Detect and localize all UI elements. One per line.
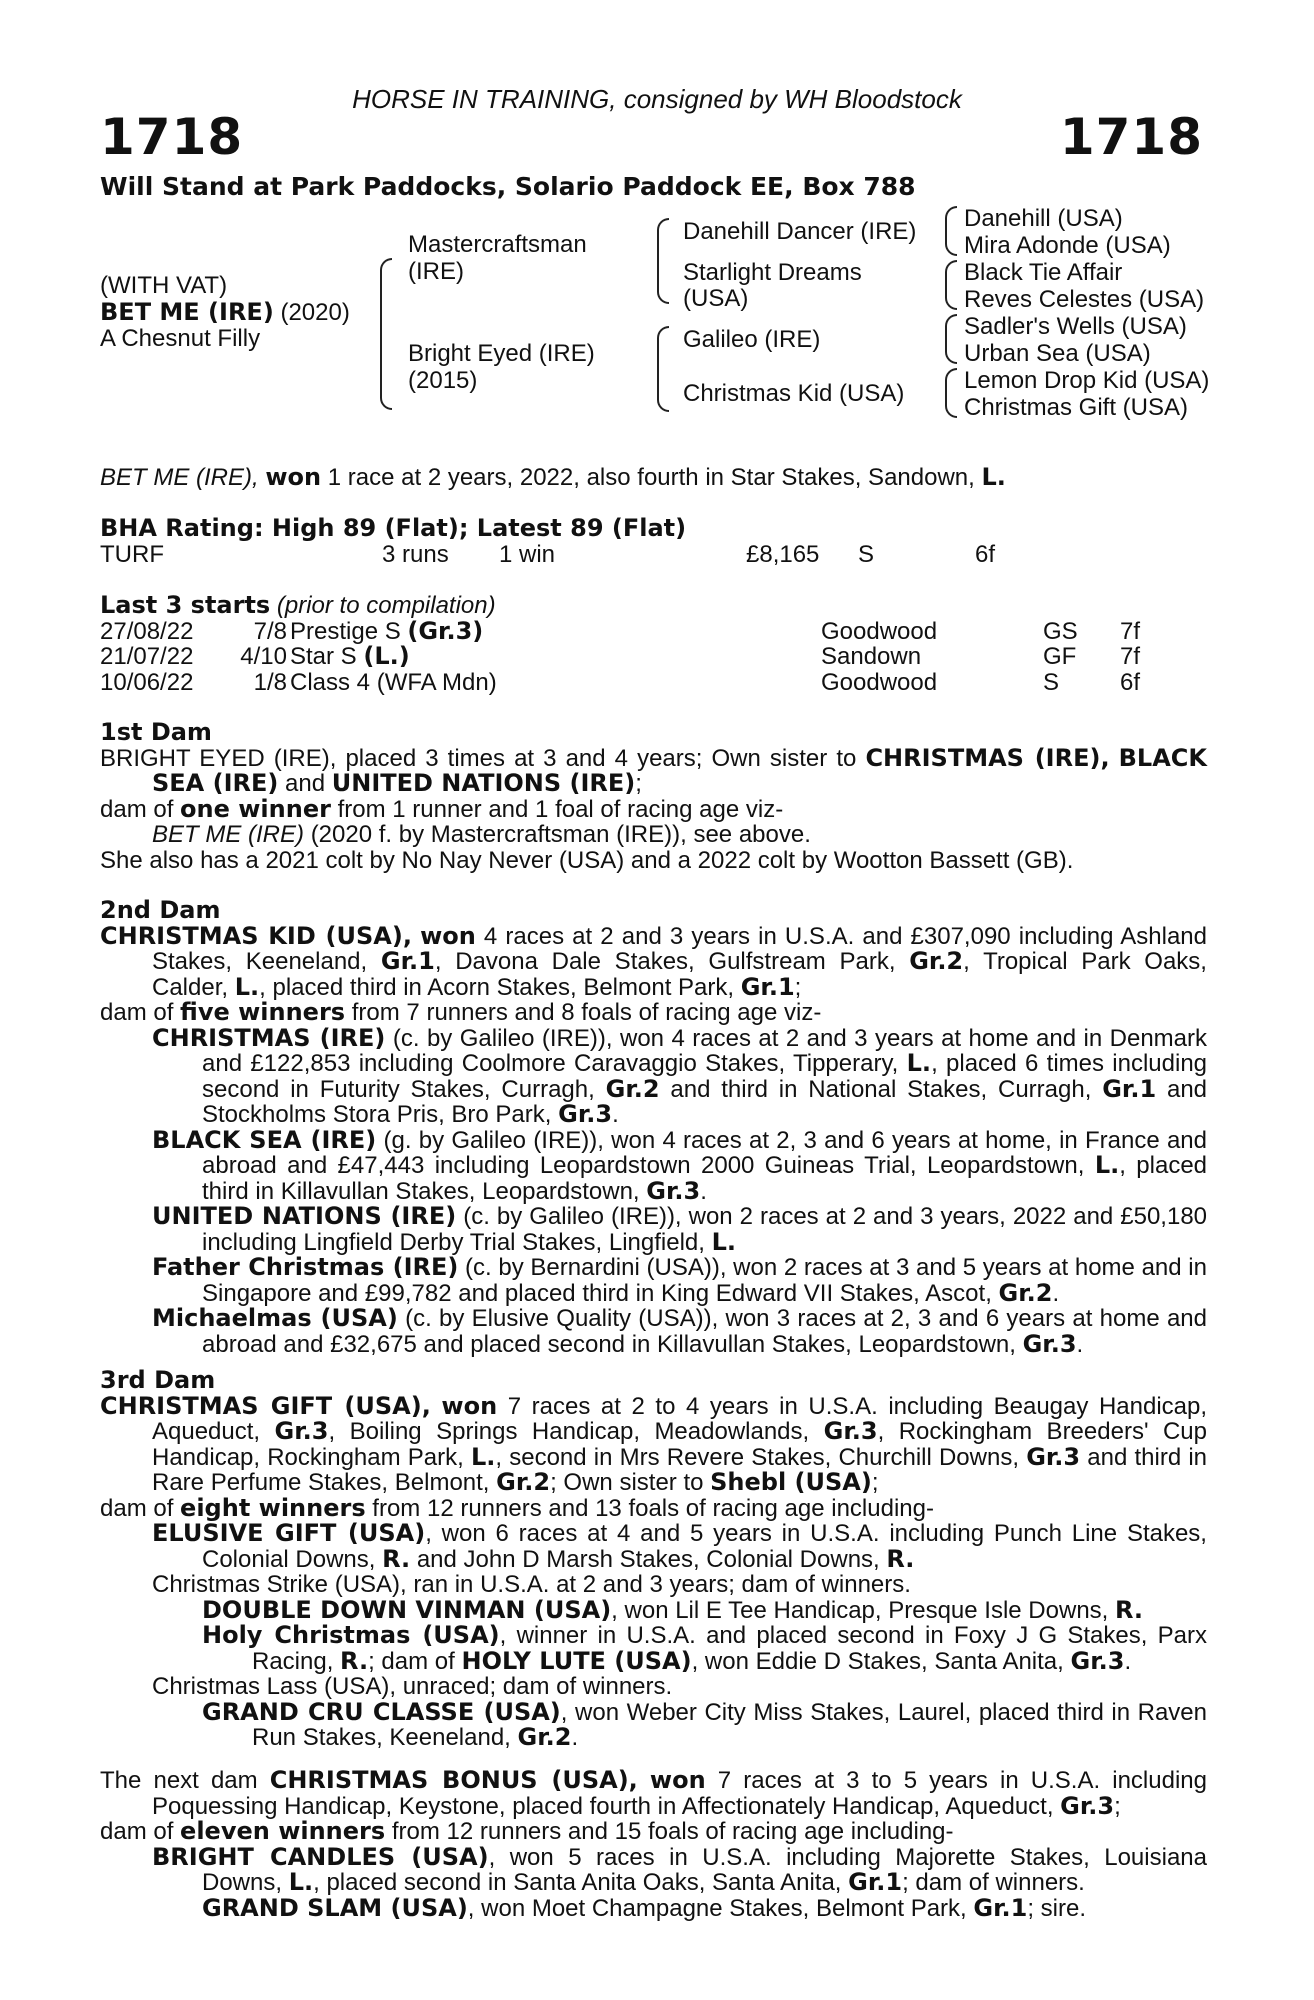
sire-country: (IRE) [408, 258, 464, 285]
third-dam-foal: Christmas Strike (USA), ran in U.S.A. at 2 and 3 years; dam of winners. [152, 1571, 911, 1598]
fourth-dam-foal: BRIGHT CANDLES (USA), won 5 races in U.S.A. including Majorette Stakes, Louisiana Downs, L., placed second in Santa Anita Oaks, Santa Anita, Gr.1; dam of winners. [152, 1842, 1207, 1896]
third-dam-heading: 3rd Dam [100, 1366, 216, 1394]
first-dam-race-record: BRIGHT EYED (IRE), placed 3 times at 3 and 4 years; Own sister to CHRISTMAS (IRE), BLACK SEA (IRE) and UNITED NATIONS (IRE); [100, 743, 1208, 797]
sire-dam: Starlight Dreams [683, 259, 862, 286]
start-race: Prestige S (Gr.3) [290, 616, 484, 645]
brace-sd [945, 260, 957, 310]
start-going: GF [1043, 643, 1077, 670]
start-distance: 7f [1120, 617, 1141, 645]
start-race: Class 4 (WFA Mdn) [290, 668, 497, 696]
rating-section [100, 516, 1207, 567]
brace-sire [657, 218, 669, 304]
first-dam-produce: dam of one winner from 1 runner and 1 foal of racing age viz- [100, 794, 784, 823]
last-starts [100, 593, 1207, 695]
third-dam-grandfoal: GRAND CRU CLASSE (USA), won Weber City Miss Stakes, Laurel, placed third in Raven Run Stakes, Keeneland, Gr.2. [202, 1697, 1208, 1751]
horse-name: BET ME (IRE) [100, 298, 274, 326]
lot-number-left: 1718 [100, 108, 244, 166]
start-position: 7/8 [253, 617, 287, 645]
rating-wins: 1 win [499, 540, 556, 568]
fourth-dam-race-record: The next dam CHRISTMAS BONUS (USA), won 7 races at 3 to 5 years in U.S.A. including Poquessing Handicap, Keystone, placed fourth in Affectionately Handicap, Aqueduct, Gr.3; [100, 1766, 1207, 1820]
rating-surface: TURF [100, 540, 164, 568]
rating-runs: 3 runs [382, 540, 449, 568]
third-dam-section [100, 1368, 1207, 1751]
third-dam-grandfoal: DOUBLE DOWN VINMAN (USA), won Lil E Tee Handicap, Presque Isle Downs, R. [202, 1595, 1144, 1624]
second-dam-foal: Father Christmas (IRE) (c. by Bernardini (USA)), won 2 races at 3 and 5 years at home and in Singapore and £99,782 and placed third in King Edward VII Stakes, Ascot, Gr.2. [152, 1253, 1207, 1307]
first-dam-foal: BET ME (IRE) (2020 f. by Mastercraftsman (IRE)), see above. [152, 821, 811, 848]
start-date: 10/06/22 [100, 668, 194, 696]
dam-dam: Christmas Kid (USA) [683, 380, 905, 407]
sire-dam-country: (USA) [683, 285, 749, 312]
second-dam-heading: 2nd Dam [100, 896, 221, 924]
sire-name: Mastercraftsman [408, 231, 587, 258]
start-distance: 7f [1120, 643, 1141, 670]
second-dam-foal: UNITED NATIONS (IRE) (c. by Galileo (IRE)), won 2 races at 2 and 3 years, 2022 and £50,180 including Lingfield Derby Trial Stakes, Lingfield, L. [152, 1202, 1208, 1256]
dam-name: Bright Eyed (IRE) [408, 340, 595, 367]
lot-number-right: 1718 [1059, 108, 1203, 166]
third-dam-foal: Christmas Lass (USA), unraced; dam of winners. [152, 1673, 673, 1700]
brace-dam [657, 326, 669, 412]
rating-going: S [858, 540, 875, 568]
start-race: Star S (L.) [290, 642, 410, 670]
summary-name: BET ME (IRE), [100, 464, 259, 491]
ped-sdd: Reves Celestes (USA) [964, 286, 1205, 313]
fourth-dam-produce: dam of eleven winners from 12 runners and 15 foals of racing age including- [100, 1817, 954, 1845]
start-position: 1/8 [253, 668, 287, 696]
summary-text: 1 race at 2 years, 2022, also fourth in Star Stakes, Sandown, [327, 464, 975, 491]
start-course: Sandown [821, 643, 922, 670]
dam-sire: Galileo (IRE) [683, 326, 821, 353]
start-going: S [1043, 668, 1060, 696]
catalogue-header: HORSE IN TRAINING, consigned by WH Bloodstock [352, 84, 962, 114]
third-dam-race-record: CHRISTMAS GIFT (USA), won 7 races at 2 to 4 years in U.S.A. including Beaugay Handicap, Aqueduct, Gr.3, Boiling Springs Handicap, Meadowlands, Gr.3, Rockingham Breeders' Cup Handicap, Rockingham Park, L., second in Mrs Revere Stakes, Churchill Downs, Gr.3 and third in Rare Perfume Stakes, Belmont, Gr.2; Own sister to Shebl (USA); [100, 1391, 1208, 1496]
ped-dsd: Urban Sea (USA) [964, 340, 1151, 367]
horse-year: (2020) [280, 299, 350, 326]
first-dam-section [100, 720, 1207, 873]
horse-description: A Chesnut Filly [100, 325, 261, 352]
ped-dds: Lemon Drop Kid (USA) [964, 367, 1210, 394]
second-dam-foal: Michaelmas (USA) (c. by Elusive Quality (USA)), won 3 races at 2, 3 and 6 years at home and abroad and £32,675 and placed second in Killavullan Stakes, Leopardstown, Gr.3. [152, 1304, 1208, 1358]
start-course: Goodwood [821, 617, 938, 645]
rating-record-row [100, 542, 1207, 568]
third-dam-foal: ELUSIVE GIFT (USA), won 6 races at 4 and 5 years in U.S.A. including Punch Line Stakes, Colonial Downs, R. and John D Marsh Stakes, Colonial Downs, R. [152, 1519, 1207, 1573]
starts-heading: Last 3 starts [100, 591, 271, 619]
dam-year: (2015) [408, 367, 478, 394]
fourth-dam-grandfoal: GRAND SLAM (USA), won Moet Champagne Stakes, Belmont Park, Gr.1; sire. [202, 1893, 1087, 1922]
second-dam-race-record: CHRISTMAS KID (USA), won 4 races at 2 and 3 years in U.S.A. and £307,090 including Ashland Stakes, Keeneland, Gr.1, Davona Dale Stakes, Gulfstream Park, Gr.2, Tropical Park Oaks, Calder, L., placed third in Acorn Stakes, Belmont Park, Gr.1; [100, 921, 1207, 1001]
rating-distance: 6f [975, 540, 996, 568]
second-dam-foal: CHRISTMAS (IRE) (c. by Galileo (IRE)), won 4 races at 2 and 3 years at home and in Denmark and £122,853 including Coolmore Caravaggio Stakes, Tipperary, L., placed 6 times including second in Futurity Stakes, Curragh, Gr.2 and third in National Stakes, Curragh, Gr.1 and Stockholms Stora Pris, Bro Park, Gr.3. [152, 1023, 1208, 1128]
fourth-dam-section [100, 1768, 1207, 1921]
sire-sire: Danehill Dancer (IRE) [683, 218, 917, 245]
first-dam-heading: 1st Dam [100, 718, 212, 746]
brace-ds [945, 314, 957, 364]
brace-dd [945, 368, 957, 418]
start-row [100, 670, 1207, 696]
start-position: 4/10 [240, 643, 287, 670]
start-going: GS [1043, 617, 1078, 645]
rating-heading: BHA Rating: High 89 (Flat); Latest 89 (Flat) [100, 514, 687, 542]
start-row [100, 616, 1207, 645]
third-dam-grandfoal: Holy Christmas (USA), winner in U.S.A. and placed second in Foxy J G Stakes, Parx Racing, R.; dam of HOLY LUTE (USA), won Eddie D Stakes, Santa Anita, Gr.3. [202, 1621, 1208, 1675]
ped-dss: Sadler's Wells (USA) [964, 313, 1187, 340]
brace-main [380, 258, 392, 410]
horse-name-line [100, 298, 350, 327]
start-date: 27/08/22 [100, 617, 194, 645]
rating-prize: £8,165 [746, 540, 820, 568]
second-dam-produce: dam of five winners from 7 runners and 8 foals of racing age viz- [100, 998, 822, 1026]
summary-grade: L. [981, 463, 1006, 491]
stand-location: Will Stand at Park Paddocks, Solario Paddock EE, Box 788 [100, 172, 916, 201]
ped-sss: Danehill (USA) [964, 205, 1123, 232]
start-date: 21/07/22 [100, 643, 194, 670]
ped-ddd: Christmas Gift (USA) [964, 394, 1189, 421]
starts-subheading: (prior to compilation) [276, 592, 496, 619]
third-dam-produce: dam of eight winners from 12 runners and 13 foals of racing age including- [100, 1493, 934, 1522]
second-dam-section [100, 898, 1207, 1357]
first-dam-later-foals: She also has a 2021 colt by No Nay Never (USA) and a 2022 colt by Wootton Bassett (GB). [100, 846, 1074, 874]
ped-ssd: Mira Adonde (USA) [964, 232, 1171, 259]
vat-note: (WITH VAT) [100, 272, 228, 299]
start-distance: 6f [1120, 668, 1141, 696]
summary-won: won [265, 463, 322, 491]
starts-heading-line [100, 593, 1207, 619]
second-dam-foal: BLACK SEA (IRE) (g. by Galileo (IRE)), won 4 races at 2, 3 and 6 years at home, in France and abroad and £47,443 including Leopardstown 2000 Guineas Trial, Leopardstown, L., placed third in Killavullan Stakes, Leopardstown, Gr.3. [152, 1125, 1208, 1205]
race-summary [100, 465, 1207, 491]
ped-sds: Black Tie Affair [964, 259, 1123, 286]
start-course: Goodwood [821, 668, 938, 696]
start-row [100, 644, 1207, 670]
brace-ss [945, 206, 957, 256]
